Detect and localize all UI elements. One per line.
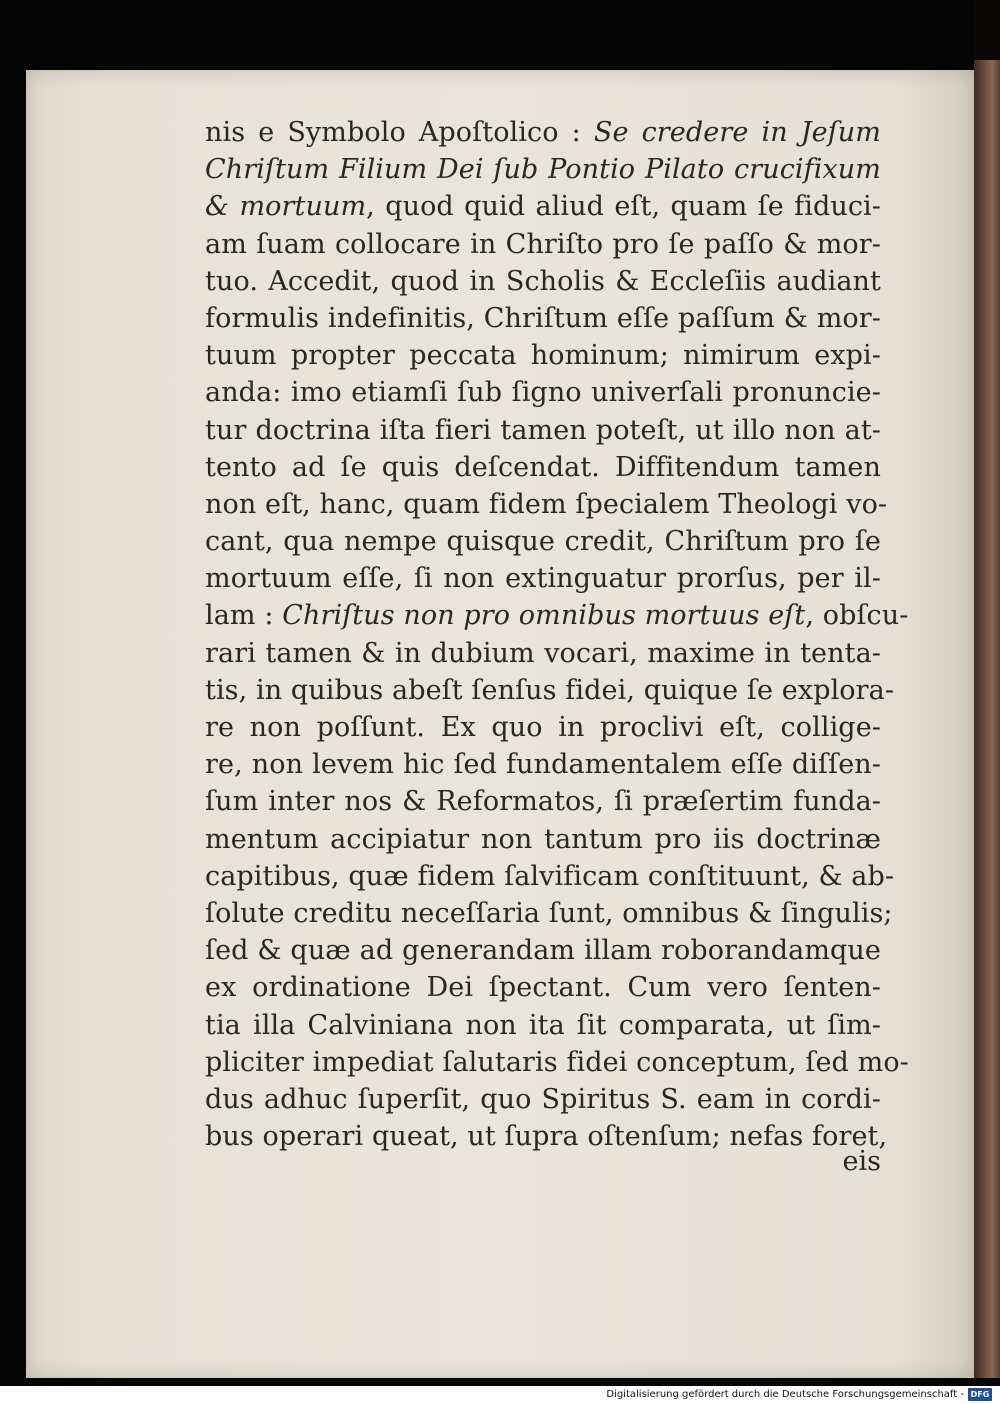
text-line xyxy=(205,449,881,486)
line-text: mentum accipiatur non tantum pro iis doctrinæ xyxy=(205,823,881,855)
italic-phrase: Chriſtus non pro omnibus mortuus eſt xyxy=(282,600,806,632)
line-text: tis, in quibus abeſt ſenſus fidei, quique ſe explora- xyxy=(205,674,895,706)
text-line xyxy=(205,1007,881,1044)
body-text xyxy=(205,114,909,1155)
text-line xyxy=(205,672,895,709)
line-text: mortuum eſſe, ſi non extinguatur prorſus, per il- xyxy=(205,563,881,595)
text-line xyxy=(205,1081,881,1118)
line-text: tento ad ſe quis deſcendat. Diffitendum tamen xyxy=(205,451,881,483)
line-text: re, non levem hic ſed fundamentalem eſſe diſſen- xyxy=(205,749,881,781)
text-line xyxy=(205,412,881,449)
italic-phrase: & mortuum xyxy=(205,191,367,223)
text-line xyxy=(205,1044,909,1081)
text-line xyxy=(205,337,881,374)
text-line xyxy=(205,635,881,672)
italic-phrase: Chriſtum Filium Dei ſub Pontio Pilato crucifixum xyxy=(205,154,881,186)
line-text: anda: imo etiamſi ſub ſigno univerſali pronuncie- xyxy=(205,377,881,409)
line-text: non eſt, hanc, quam fidem ſpecialem Theologi vo- xyxy=(205,488,888,520)
italic-phrase: Se credere in Jeſum xyxy=(593,117,882,148)
line-text: , quod quid aliud eſt, quam ſe fiduci- xyxy=(366,191,881,223)
line-text: pliciter impediat ſalutaris fidei conceptum, ſed mo- xyxy=(205,1046,909,1078)
text-line xyxy=(205,374,881,411)
text-line xyxy=(205,821,881,858)
text-line xyxy=(205,709,881,746)
text-line xyxy=(205,969,881,1006)
line-text: re non poſſunt. Ex quo in proclivi eſt, collige- xyxy=(205,712,881,743)
text-line xyxy=(205,263,881,300)
text-line xyxy=(205,858,895,895)
line-text: tia illa Calviniana non ita ſit comparata, ut ſim- xyxy=(205,1009,881,1041)
line-text: ſum inter nos & Reformatos, ſi præſertim funda- xyxy=(205,786,881,818)
text-line xyxy=(205,932,881,969)
line-text: cant, qua nempe quisque credit, Chriſtum pro ſe xyxy=(205,526,881,558)
line-text: ſolute creditu neceſſaria ſunt, omnibus & ſingulis; xyxy=(205,897,893,929)
line-text: capitibus, quæ fidem ſalvificam conſtituunt, & ab- xyxy=(205,860,895,892)
text-line xyxy=(205,746,881,783)
text-line xyxy=(205,597,909,634)
line-text: dus adhuc ſuperſit, quo Spiritus S. eam in cordi- xyxy=(205,1083,881,1115)
text-line xyxy=(205,114,881,151)
text-line xyxy=(205,895,893,932)
dfg-logo-icon: DFG xyxy=(968,1388,992,1401)
line-text-tail: , obſcu- xyxy=(805,600,909,632)
book-edge-top xyxy=(974,0,1000,60)
line-text: am ſuam collocare in Chriſto pro ſe paſſo & mor- xyxy=(205,228,881,260)
line-text: tuo. Accedit, quod in Scholis & Eccleſiis audiant xyxy=(205,265,881,297)
text-line xyxy=(205,151,881,188)
line-text: tur doctrina iſta fieri tamen poteſt, ut illo non at- xyxy=(205,414,881,446)
line-text: nis e Symbolo Apoſtolico : xyxy=(205,117,594,148)
line-text: rari tamen & in dubium vocari, maxime in tenta- xyxy=(205,637,881,669)
text-line xyxy=(205,226,881,263)
line-text: tuum propter peccata hominum; nimirum expi- xyxy=(205,340,881,372)
text-line xyxy=(205,523,881,560)
catchword: eis xyxy=(842,1146,881,1177)
text-line xyxy=(205,188,881,225)
line-text: ex ordinatione Dei ſpectant. Cum vero ſenten- xyxy=(205,972,881,1004)
text-line xyxy=(205,783,881,820)
line-text: bus operari queat, ut ſupra oſtenſum; nefas foret, xyxy=(205,1121,888,1153)
text-line xyxy=(205,560,881,597)
book-edge xyxy=(974,60,1000,1378)
line-text: formulis indefinitis, Chriſtum eſſe paſſum & mor- xyxy=(205,302,881,334)
line-text: lam : xyxy=(205,600,283,632)
footer-credit: Digitalisierung gefördert durch die Deutsche Forschungsgemeinschaft - xyxy=(606,1389,964,1400)
text-line xyxy=(205,300,881,337)
text-line xyxy=(205,486,888,523)
line-text: ſed & quæ ad generandam illam roborandamque xyxy=(205,935,881,967)
